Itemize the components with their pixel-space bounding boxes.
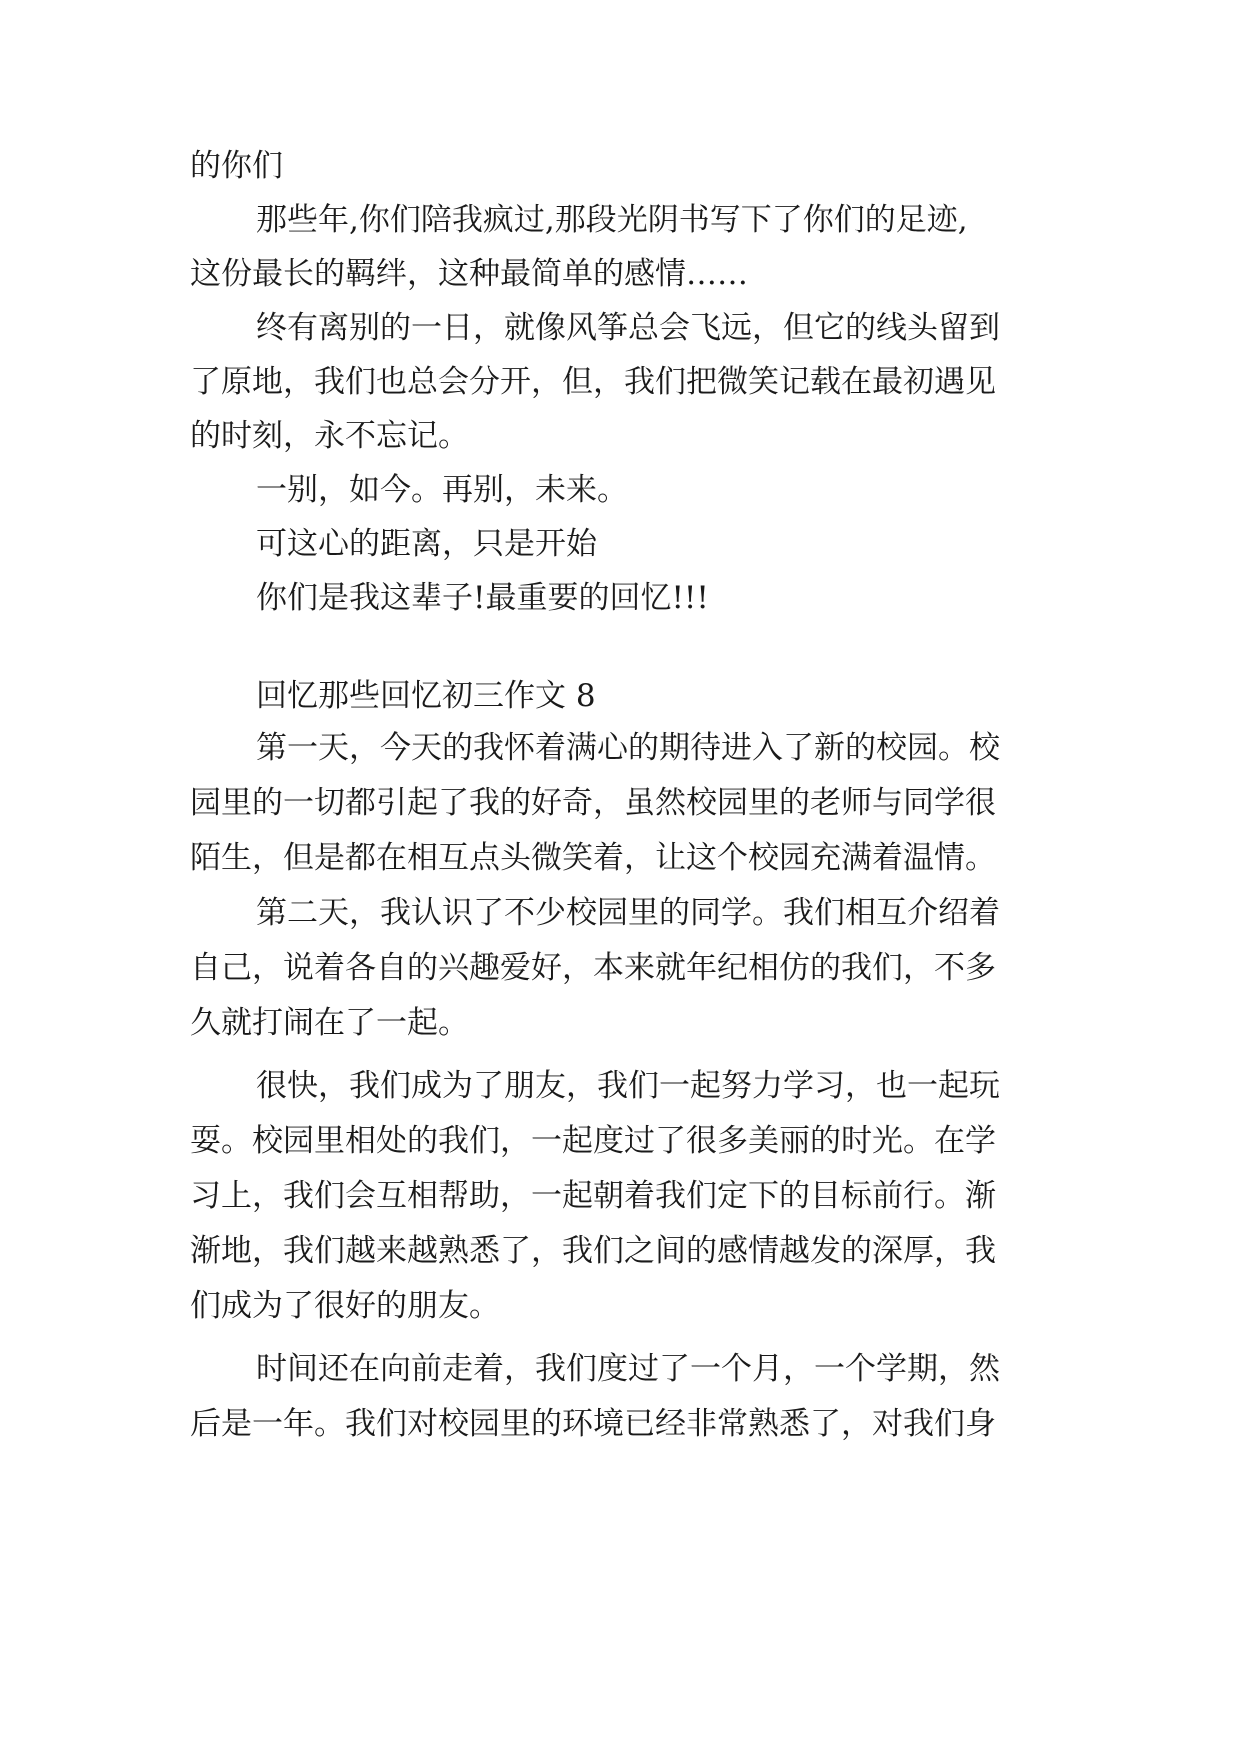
section-title: 回忆那些回忆初三作文 8 bbox=[256, 678, 596, 714]
text-line: 陌生，但是都在相互点头微笑着，让这个校园充满着温情。 bbox=[190, 840, 996, 876]
text-line: 渐地，我们越来越熟悉了，我们之间的感情越发的深厚，我 bbox=[190, 1233, 996, 1269]
text-line: 那些年,你们陪我疯过,那段光阴书写下了你们的足迹, bbox=[256, 202, 968, 238]
text-line: 这份最长的羁绊，这种最简单的感情…… bbox=[190, 256, 748, 292]
text-line: 可这心的距离，只是开始 bbox=[256, 526, 597, 562]
text-line: 们成为了很好的朋友。 bbox=[190, 1288, 500, 1324]
text-line: 了原地，我们也总会分开，但，我们把微笑记载在最初遇见 bbox=[190, 364, 996, 400]
text-line: 第二天，我认识了不少校园里的同学。我们相互介绍着 bbox=[256, 895, 1000, 931]
text-line: 终有离别的一日，就像风筝总会飞远，但它的线头留到 bbox=[256, 310, 1000, 346]
text-line: 一别，如今。再别，未来。 bbox=[256, 472, 628, 508]
text-line: 后是一年。我们对校园里的环境已经非常熟悉了，对我们身 bbox=[190, 1406, 996, 1442]
text-line: 久就打闹在了一起。 bbox=[190, 1005, 469, 1041]
text-line: 自己，说着各自的兴趣爱好，本来就年纪相仿的我们，不多 bbox=[190, 950, 996, 986]
text-line: 时间还在向前走着，我们度过了一个月，一个学期，然 bbox=[256, 1351, 1000, 1387]
text-line: 习上，我们会互相帮助，一起朝着我们定下的目标前行。渐 bbox=[190, 1178, 996, 1214]
text-line: 园里的一切都引起了我的好奇，虽然校园里的老师与同学很 bbox=[190, 785, 996, 821]
text-line: 的时刻，永不忘记。 bbox=[190, 418, 469, 454]
text-line: 第一天，今天的我怀着满心的期待进入了新的校园。校 bbox=[256, 730, 1000, 766]
text-line: 耍。校园里相处的我们，一起度过了很多美丽的时光。在学 bbox=[190, 1123, 996, 1159]
text-line: 很快，我们成为了朋友，我们一起努力学习，也一起玩 bbox=[256, 1068, 1000, 1104]
text-line: 的你们 bbox=[190, 148, 283, 184]
text-line: 你们是我这辈子!最重要的回忆!!! bbox=[256, 580, 709, 616]
